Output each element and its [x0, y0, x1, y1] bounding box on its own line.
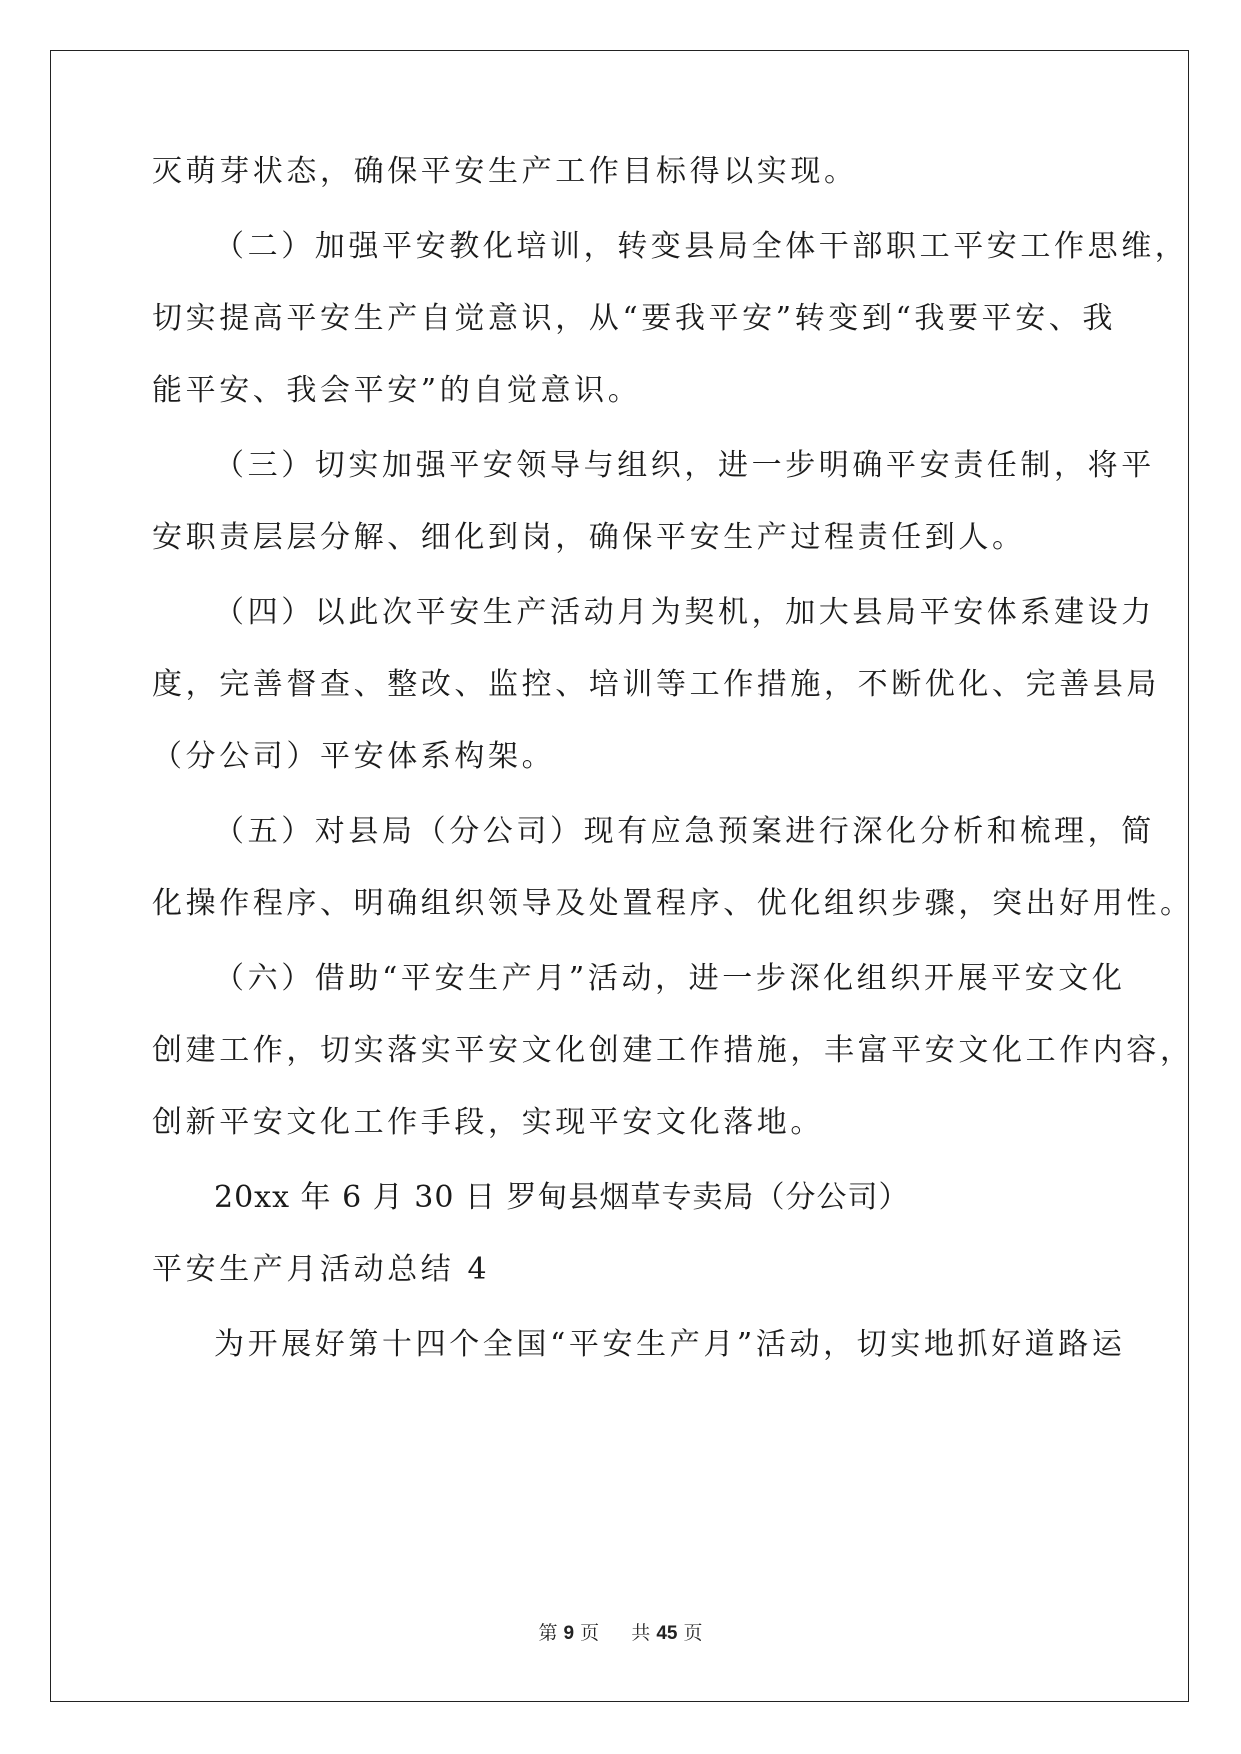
- section-heading: 平安生产月活动总结 4: [152, 1252, 491, 1287]
- text-line: 能平安、我会平安”的自觉意识。: [152, 373, 642, 408]
- text-line: 切实提高平安生产自觉意识，从“要我平安”转变到“我要平安、我: [152, 301, 1117, 336]
- signature-line: 20xx 年 6 月 30 日 罗甸县烟草专卖局（分公司）: [214, 1180, 910, 1215]
- footer-total-pages: 45: [656, 1623, 678, 1644]
- text-line: （五）对县局（分公司）现有应急预案进行深化分析和梳理，简: [214, 814, 1155, 849]
- page-footer: [0, 1621, 1241, 1646]
- text-line: （六）借助“平安生产月”活动，进一步深化组织开展平安文化: [214, 961, 1126, 996]
- text-line: 创建工作，切实落实平安文化创建工作措施，丰富平安文化工作内容，: [152, 1033, 1194, 1068]
- footer-page-prefix: 第: [538, 1622, 558, 1644]
- footer-total-suffix: 页: [683, 1622, 703, 1644]
- text-line: （三）切实加强平安领导与组织，进一步明确平安责任制，将平: [214, 448, 1155, 483]
- text-line: 创新平安文化工作手段，实现平安文化落地。: [152, 1105, 824, 1140]
- footer-page-suffix: 页: [580, 1622, 600, 1644]
- page-border: [50, 50, 1189, 1702]
- text-line: （分公司）平安体系构架。: [152, 739, 556, 774]
- footer-total-prefix: 共: [631, 1622, 651, 1644]
- text-line: 度，完善督查、整改、监控、培训等工作措施，不断优化、完善县局: [152, 667, 1160, 702]
- text-line: 灭萌芽状态，确保平安生产工作目标得以实现。: [152, 154, 858, 189]
- text-line: 安职责层层分解、细化到岗，确保平安生产过程责任到人。: [152, 520, 1026, 555]
- text-line: （四）以此次平安生产活动月为契机，加大县局平安体系建设力: [214, 595, 1155, 630]
- text-line: 化操作程序、明确组织领导及处置程序、优化组织步骤，突出好用性。: [152, 886, 1194, 921]
- text-line: 为开展好第十四个全国“平安生产月”活动，切实地抓好道路运: [214, 1327, 1126, 1362]
- footer-page-number: 9: [563, 1623, 575, 1644]
- text-line: （二）加强平安教化培训，转变县局全体干部职工平安工作思维，: [214, 229, 1189, 264]
